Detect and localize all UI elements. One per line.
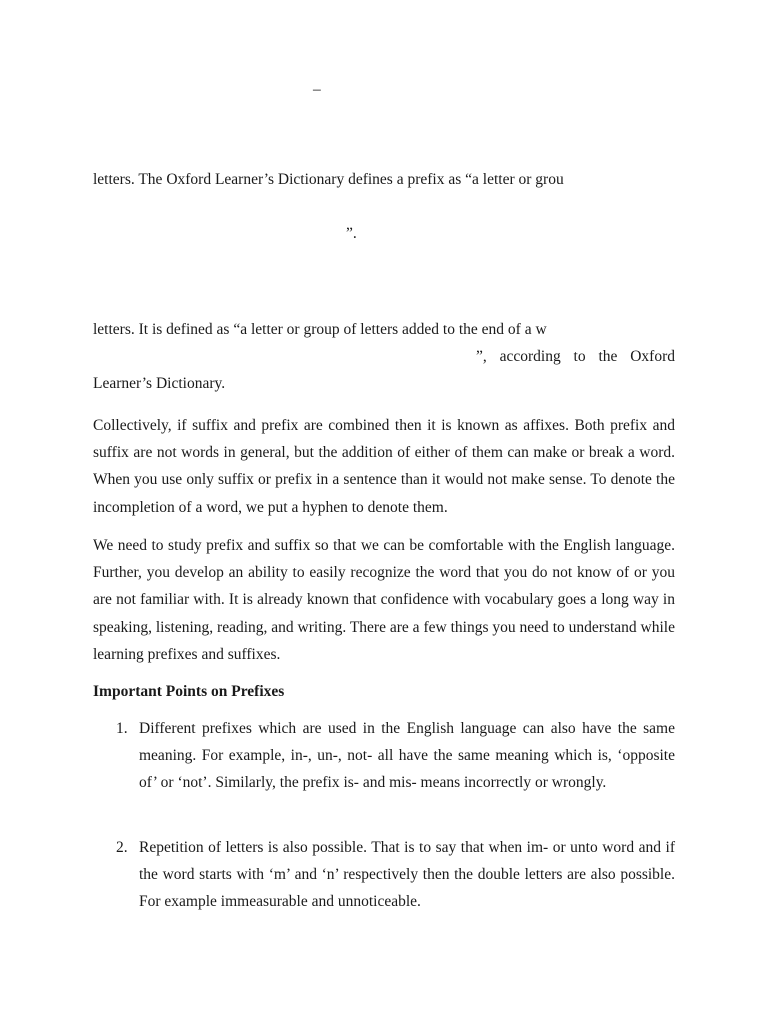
list-item-text: Repetition of letters is also possible. That is to say that when im- or unto word and if the word starts with ‘m’ and ‘n’ respectively then the double letters are also possible. For example immeasurable and unnoticeable. — [139, 839, 675, 911]
study-paragraph: We need to study prefix and suffix so that we can be comfortable with the English language. Further, you develop an ability to easily recognize the word that you do not know of or you are not familiar with. It is already known that confidence with vocabulary goes a long way in speaking, listening, reading, and writing. There are a few things you need to understand while learning prefixes and suffixes. — [93, 537, 675, 663]
suffix-definition-line: letters. It is defined as “a letter or group of letters added to the end of a w — [93, 321, 547, 338]
list-item-text: Different prefixes which are used in the English language can also have the same meaning. For example, in-, un-, not- all have the same meaning which is, ‘opposite of’ or ‘not’. Similarly, the prefix is- and mis- means incorrectly or wrongly. — [139, 720, 675, 792]
list-item — [93, 834, 675, 916]
section-heading: Important Points on Prefixes — [93, 683, 285, 700]
prefix-definition-close: ”. — [346, 225, 357, 242]
dash-fragment: – — [313, 81, 321, 98]
affixes-paragraph: Collectively, if suffix and prefix are combined then it is known as affixes. Both prefix and suffix are not words in general, but the addition of either of them can make or break a word. When you use only suffix or prefix in a sentence than it would not make sense. To denote the incompletion of a word, we put a hyphen to denote them. — [93, 417, 675, 516]
suffix-definition-close: ”, according to the Oxford — [476, 348, 675, 365]
suffix-definition-source: Learner’s Dictionary. — [93, 375, 226, 392]
list-item-number: 2. — [116, 839, 128, 856]
list-item — [93, 715, 675, 825]
prefix-definition-line: letters. The Oxford Learner’s Dictionary defines a prefix as “a letter or grou — [93, 171, 564, 188]
list-item-number: 1. — [116, 720, 128, 737]
